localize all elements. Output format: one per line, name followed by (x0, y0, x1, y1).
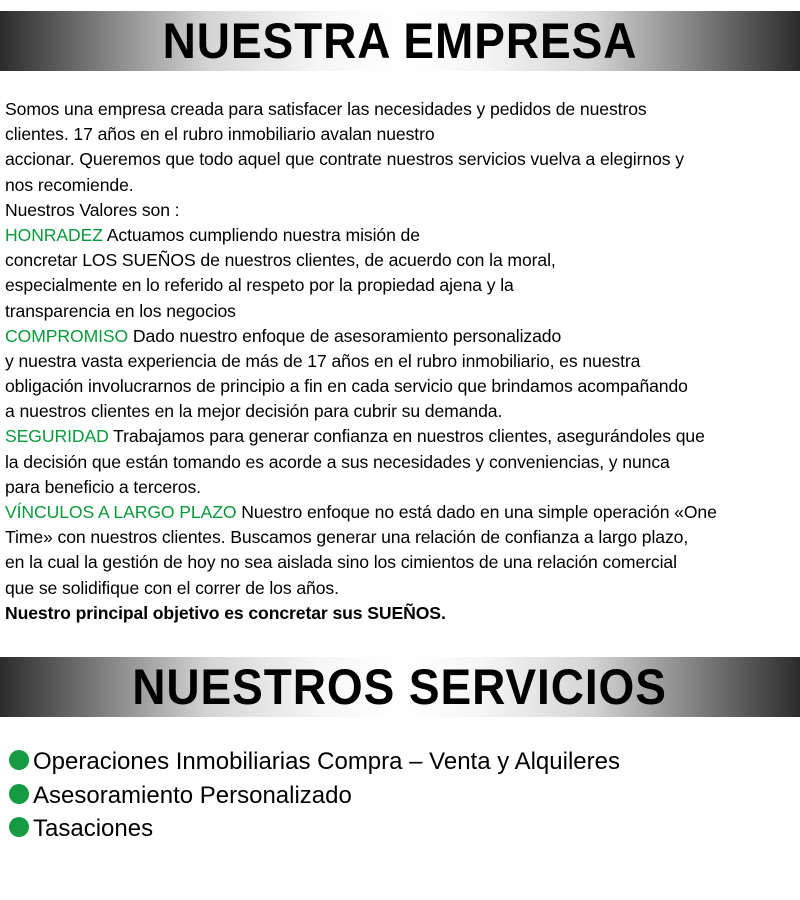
service-label: Operaciones Inmobiliarias Compra – Venta y Alquileres (33, 748, 620, 775)
value-text-line: concretar LOS SUEÑOS de nuestros clientes, de acuerdo con la moral, (5, 250, 556, 271)
value-seguridad-first-line (5, 424, 800, 449)
value-text-line: transparencia en los negocios (5, 300, 236, 321)
value-text-line: Time» con nuestros clientes. Buscamos generar una relación de confianza a largo plazo, (5, 527, 689, 548)
service-item (9, 779, 620, 813)
value-vinculos-first-line (5, 500, 800, 525)
value-text-line: para beneficio a terceros. (5, 476, 201, 497)
empresa-title: NUESTRA EMPRESA (162, 13, 638, 69)
closing-statement: Nuestro principal objetivo es concretar sus SUEÑOS. (5, 602, 446, 623)
value-text-line: la decisión que están tomando es acorde a sus necesidades y conveniencias, y nunca (5, 451, 670, 472)
green-bullet-icon (9, 750, 29, 770)
value-text-line: a nuestros clientes en la mejor decisión para cubrir su demanda. (5, 401, 503, 422)
green-bullet-icon (9, 784, 29, 804)
value-text-line: y nuestra vasta experiencia de más de 17 años en el rubro inmobiliario, es nuestra (5, 350, 641, 371)
service-item (9, 812, 620, 846)
services-list (9, 745, 620, 846)
value-text-line: que se solidifique con el correr de los años. (5, 577, 339, 598)
value-name-compromiso: COMPROMISO (5, 325, 129, 346)
value-honradez-text: Actuamos cumpliendo nuestra misión de (102, 224, 420, 245)
servicios-title: NUESTROS SERVICIOS (132, 659, 668, 715)
intro-line: Somos una empresa creada para satisfacer las necesidades y pedidos de nuestros (5, 99, 647, 119)
green-bullet-icon (9, 817, 29, 837)
value-compromiso-text: Dado nuestro enfoque de asesoramiento personalizado (128, 325, 562, 346)
value-text-line: obligación involucrarnos de principio a fin en cada servicio que brindamos acompañando (5, 376, 688, 397)
empresa-banner (0, 11, 800, 71)
value-text-line: en la cual la gestión de hoy no sea aislada sino los cimientos de una relación comercial (5, 552, 677, 573)
service-item (9, 745, 620, 779)
value-name-honradez: HONRADEZ (5, 224, 103, 245)
value-name-vinculos: VÍNCULOS A LARGO PLAZO (5, 502, 237, 522)
empresa-description (5, 97, 800, 626)
service-label: Tasaciones (33, 815, 154, 842)
intro-line: clientes. 17 años en el rubro inmobiliario avalan nuestro (5, 124, 435, 145)
value-compromiso-first-line (5, 324, 800, 349)
value-vinculos-text: Nuestro enfoque no está dado en una simple operación «One (236, 502, 717, 522)
value-text-line: especialmente en lo referido al respeto por la propiedad ajena y la (5, 275, 514, 296)
intro-line: accionar. Queremos que todo aquel que contrate nuestros servicios vuelva a elegirnos y (5, 149, 684, 170)
values-heading: Nuestros Valores son : (5, 199, 180, 220)
value-seguridad-text: Trabajamos para generar confianza en nuestros clientes, asegurándoles que (108, 426, 705, 447)
value-name-seguridad: SEGURIDAD (5, 426, 109, 447)
service-label: Asesoramiento Personalizado (33, 781, 352, 809)
intro-line: nos recomiende. (5, 174, 134, 195)
servicios-banner (0, 657, 800, 717)
value-honradez-first-line (5, 223, 800, 248)
